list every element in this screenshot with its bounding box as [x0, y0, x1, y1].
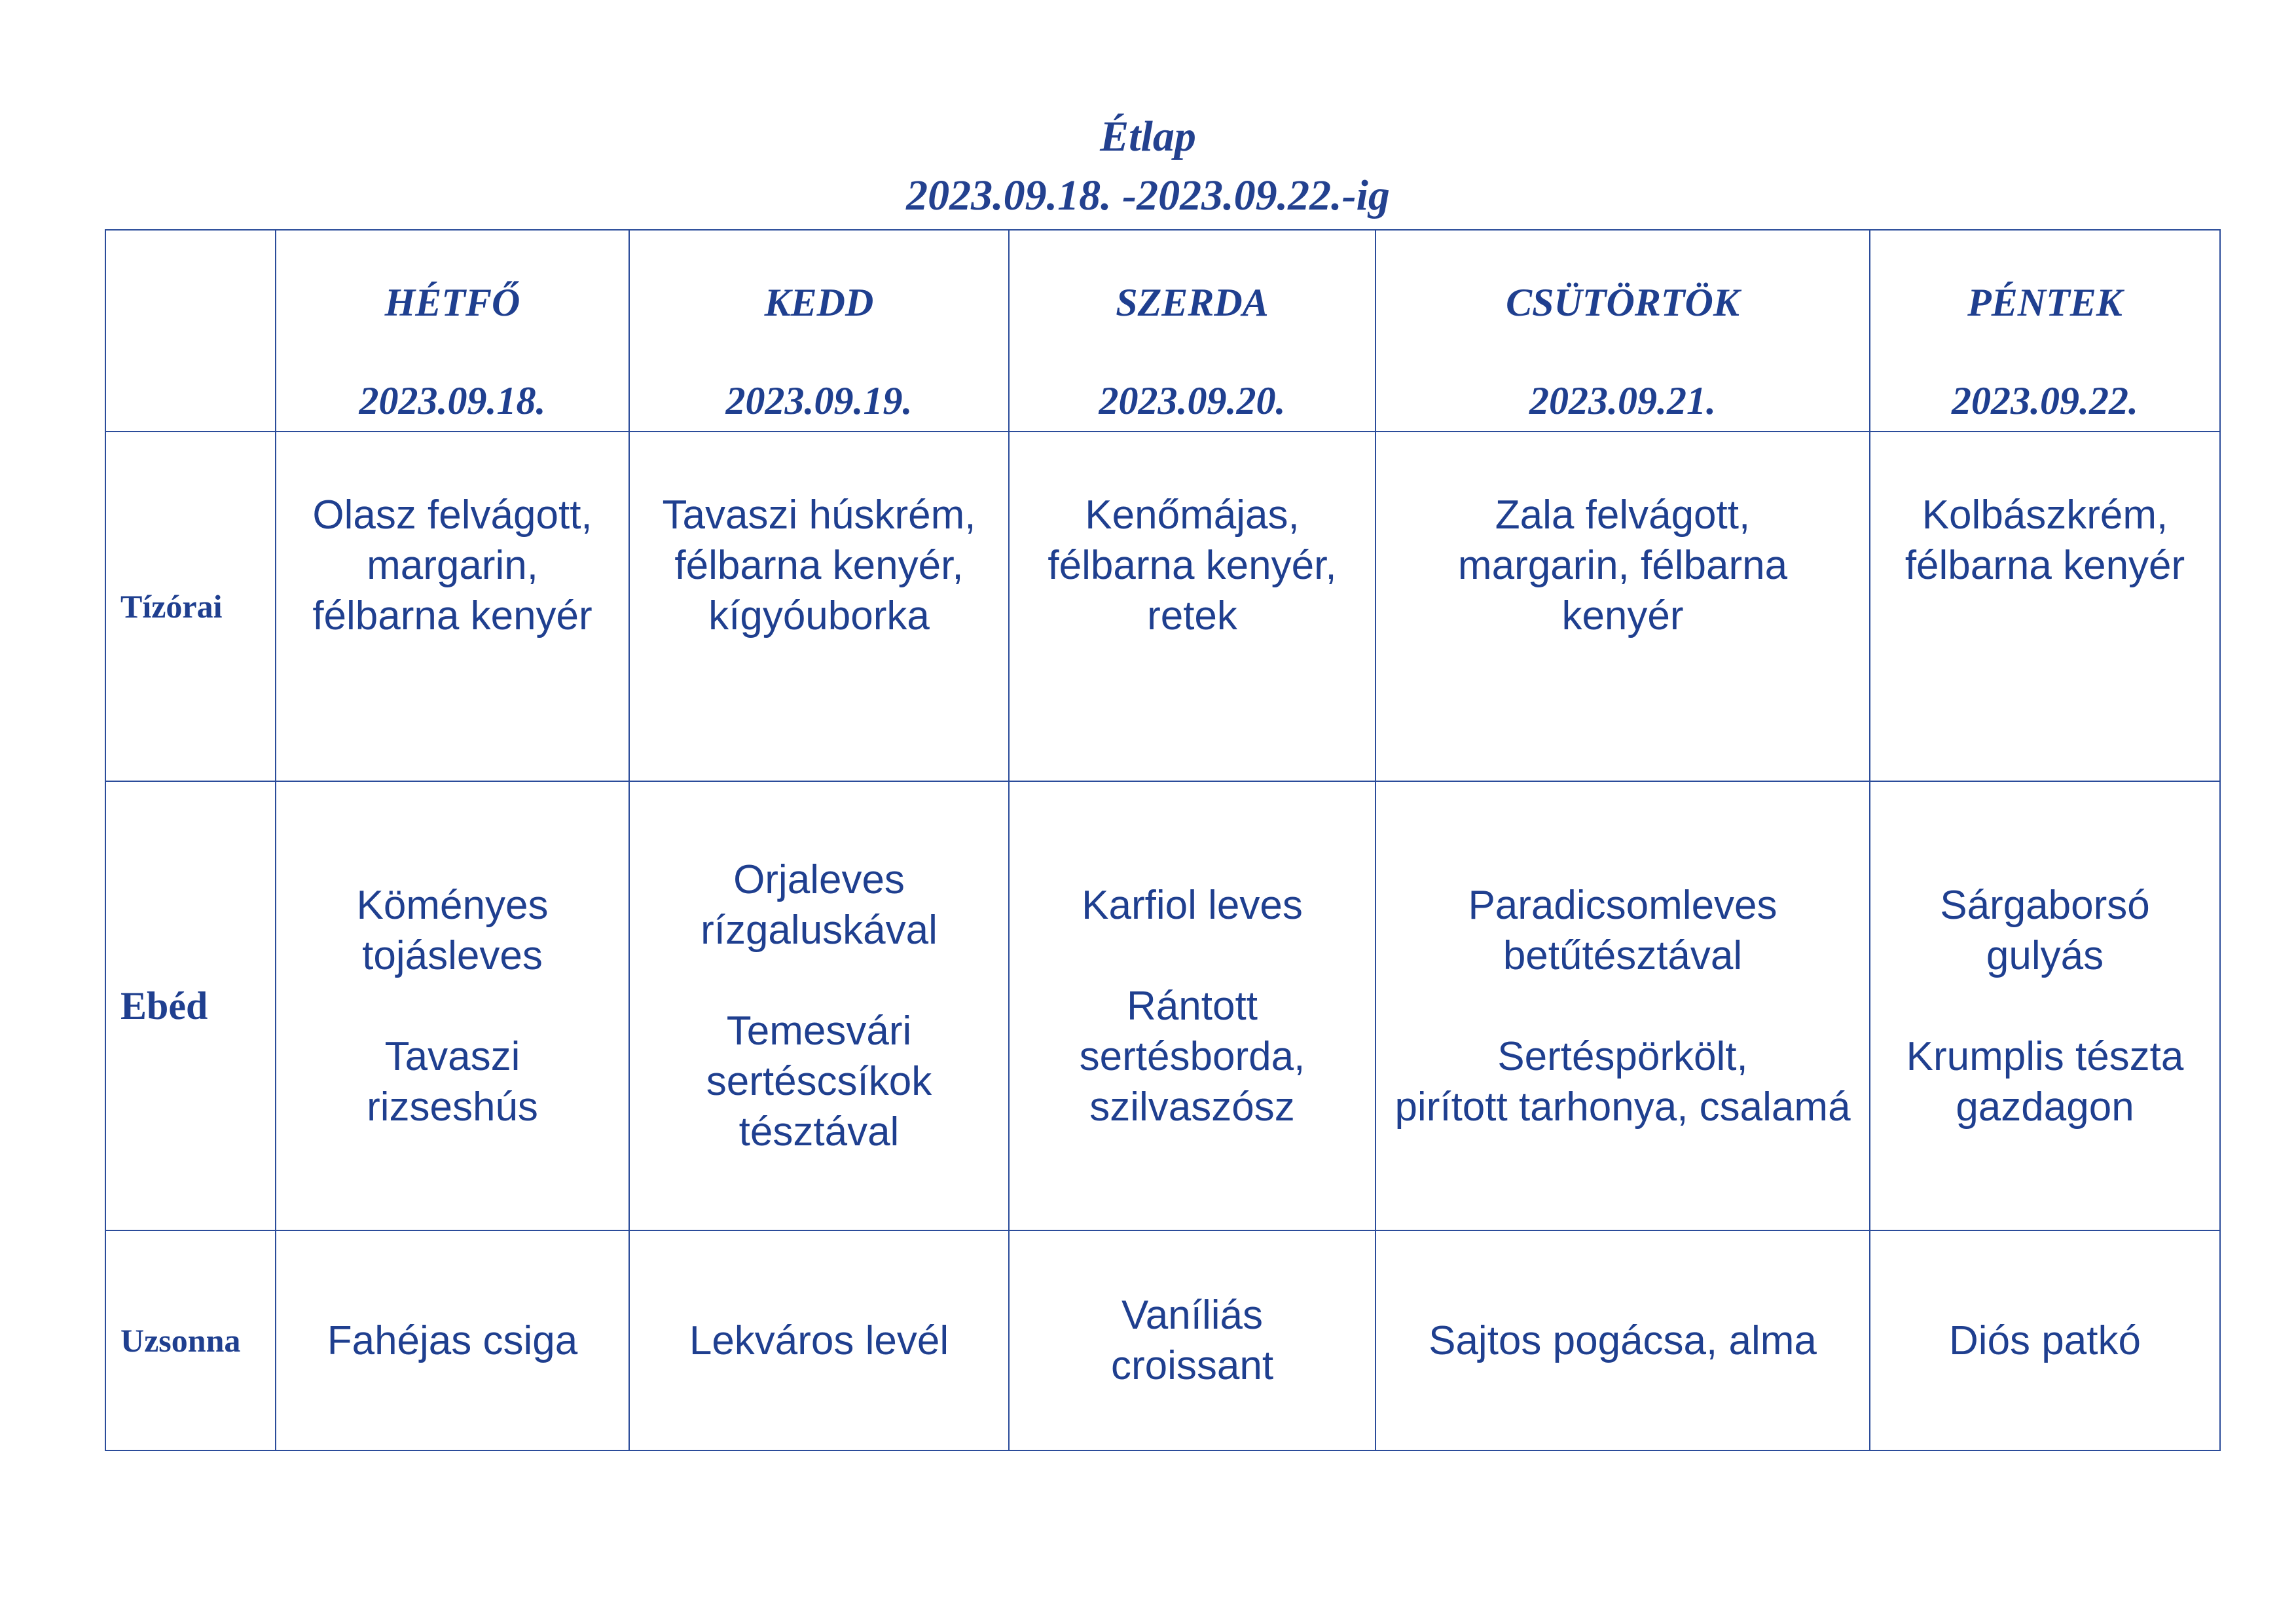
day-date: 2023.09.18. — [359, 379, 546, 422]
menu-cell: Diós patkó — [1870, 1230, 2220, 1450]
day-date: 2023.09.20. — [1099, 379, 1286, 422]
day-header-monday — [276, 230, 629, 432]
page-title: Étlap — [1100, 113, 1196, 160]
day-name: SZERDA — [1116, 281, 1269, 324]
day-header-thursday — [1376, 230, 1870, 432]
day-name: PÉNTEK — [1967, 281, 2123, 324]
menu-cell: Sajtos pogácsa, alma — [1376, 1230, 1870, 1450]
menu-cell: Kolbászkrém, félbarna kenyér — [1870, 432, 2220, 781]
menu-cell: Karfiol leves Rántott sertésborda, szilvaszósz — [1009, 781, 1376, 1230]
day-date: 2023.09.19. — [725, 379, 913, 422]
menu-table — [105, 229, 2221, 1451]
row-uzsonna — [105, 1230, 2220, 1450]
menu-cell: Lekváros levél — [629, 1230, 1009, 1450]
day-header-friday — [1870, 230, 2220, 432]
day-name: KEDD — [764, 281, 874, 324]
header-row — [105, 230, 2220, 432]
row-label-ebed: Ebéd — [105, 781, 276, 1230]
row-tizorai — [105, 432, 2220, 781]
date-range: 2023.09.18. -2023.09.22.-ig — [906, 172, 1390, 219]
menu-cell: Zala felvágott, margarin, félbarna kenyér — [1376, 432, 1870, 781]
row-label-tizorai: Tízórai — [105, 432, 276, 781]
menu-cell: Orjaleves rízgaluskával Temesvári sertéscsíkok tésztával — [629, 781, 1009, 1230]
day-name: HÉTFŐ — [384, 281, 520, 324]
day-name: CSÜTÖRTÖK — [1506, 281, 1740, 324]
corner-cell — [105, 230, 276, 432]
day-date: 2023.09.22. — [1952, 379, 2138, 422]
day-header-wednesday — [1009, 230, 1376, 432]
row-ebed — [105, 781, 2220, 1230]
day-header-tuesday — [629, 230, 1009, 432]
menu-cell: Paradicsomleves betűtésztával Sertéspörkölt, pirított tarhonya, csalamá — [1376, 781, 1870, 1230]
day-date: 2023.09.21. — [1529, 379, 1716, 422]
menu-cell: Vaníliás croissant — [1009, 1230, 1376, 1450]
menu-cell: Fahéjas csiga — [276, 1230, 629, 1450]
menu-cell: Kenőmájas, félbarna kenyér, retek — [1009, 432, 1376, 781]
menu-cell: Sárgaborsó gulyás Krumplis tészta gazdagon — [1870, 781, 2220, 1230]
menu-cell: Köményes tojásleves Tavaszi rizseshús — [276, 781, 629, 1230]
row-label-uzsonna: Uzsonna — [105, 1230, 276, 1450]
menu-cell: Olasz felvágott, margarin, félbarna kenyér — [276, 432, 629, 781]
menu-cell: Tavaszi húskrém, félbarna kenyér, kígyóuborka — [629, 432, 1009, 781]
